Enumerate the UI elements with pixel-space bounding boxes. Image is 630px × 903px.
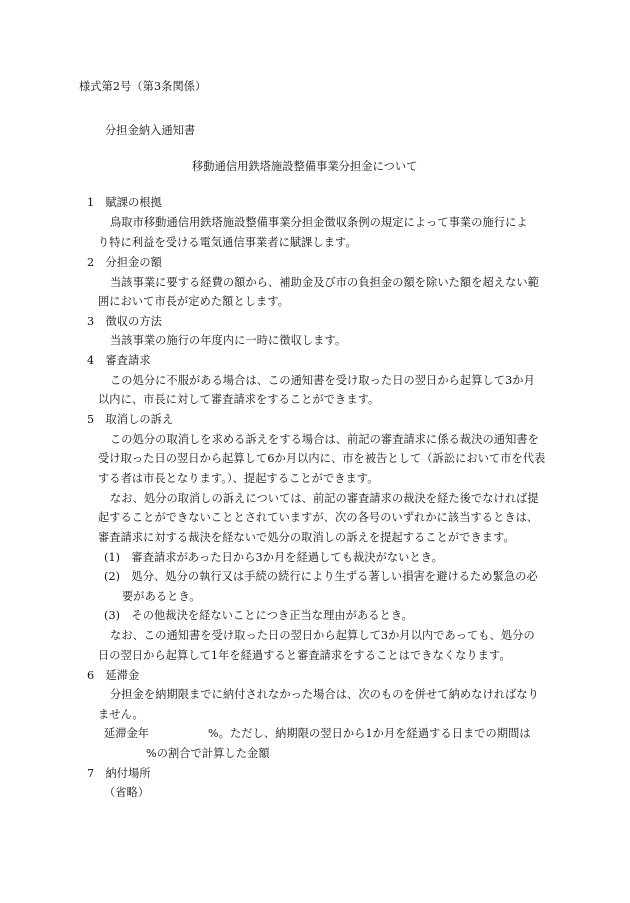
section-4-heading: 4 審査請求 <box>87 354 151 367</box>
section-5-line: 審査請求に対する裁決を経ないで処分の取消しの訴えを提起することができます。 <box>98 531 515 544</box>
section-1-heading: 1 賦課の根拠 <box>87 196 162 209</box>
form-label: 様式第2号（第3条関係） <box>79 80 207 93</box>
section-5-item: (3) その他裁決を経ないことにつき正当な理由があるとき。 <box>104 609 413 622</box>
section-2-heading: 2 分担金の額 <box>87 256 162 269</box>
section-5-item: (1) 審査請求があった日から3か月を経過しても裁決がないとき。 <box>104 551 443 564</box>
section-5-line: する者は市長となります。）、提起することができます。 <box>98 472 379 485</box>
section-6-heading: 6 延滞金 <box>87 669 140 682</box>
section-5-line: 受け取った日の翌日から起算して6か月以内に、市を被告として（訴訟において市を代表 <box>98 452 546 465</box>
section-6-line: ません。 <box>98 708 144 721</box>
section-1-line: 鳥取市移動通信用鉄塔施設整備事業分担金徴収条例の規定によって事業の施行によ <box>110 216 528 229</box>
section-2-line: 当該事業に要する経費の額から、補助金及び市の負担金の額を除いた額を超えない範 <box>110 276 539 289</box>
section-5-item: 要があるとき。 <box>122 590 201 603</box>
section-4-line: この処分に不服がある場合は、この通知書を受け取った日の翌日から起算して3か月 <box>110 374 535 387</box>
section-1-line: り特に利益を受ける電気通信事業者に賦課します。 <box>98 236 357 249</box>
section-5-line: 日の翌日から起算して1年を経過すると審査請求をすることはできなくなります。 <box>98 649 511 662</box>
section-3-line: 当該事業の施行の年度内に一時に徴収します。 <box>110 334 347 347</box>
section-6-line: 分担金を納期限までに納付されなかった場合は、次のものを併せて納めなければなり <box>110 688 539 701</box>
late-fee-rate-text: %。ただし、納期限の翌日から1か月を経過する日までの期間は <box>208 727 531 740</box>
section-7-line: （省略） <box>104 786 150 799</box>
late-fee-label: 延滞金年 <box>104 727 150 740</box>
section-3-heading: 3 徴収の方法 <box>87 315 162 328</box>
section-2-line: 囲において市長が定めた額とします。 <box>98 295 289 308</box>
section-5-line: この処分の取消しを求める訴えをする場合は、前記の審査請求に係る裁決の通知書を <box>110 433 539 446</box>
section-7-heading: 7 納付場所 <box>87 767 151 780</box>
section-5-line: なお、処分の取消しの訴えについては、前記の審査請求の裁決を経た後でなければ提 <box>110 492 539 505</box>
document-title: 分担金納入通知書 <box>105 124 196 137</box>
late-fee-rate-text-2: %の割合で計算した金額 <box>146 747 270 760</box>
section-5-item: (2) 処分、処分の執行又は手続の続行により生ずる著しい損害を避けるため緊急の必 <box>104 570 538 583</box>
section-4-line: 以内に、市長に対して審査請求をすることができます。 <box>98 393 380 406</box>
section-5-heading: 5 取消しの訴え <box>87 413 174 426</box>
section-5-line: 起することができないこととされていますが、次の各号のいずれかに該当するときは、 <box>98 511 539 524</box>
section-5-line: なお、この通知書を受け取った日の翌日から起算して3か月以内であっても、処分の <box>110 629 535 642</box>
subject-line: 移動通信用鉄塔施設整備事業分担金について <box>192 160 418 173</box>
